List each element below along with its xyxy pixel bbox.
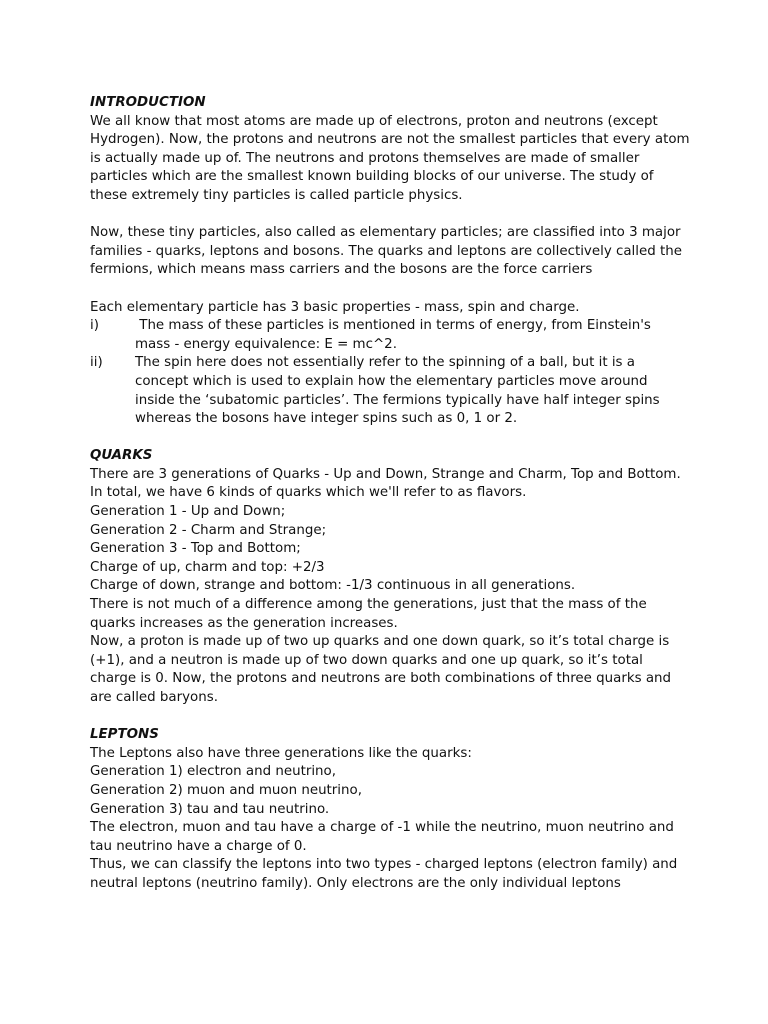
quarks-line: Generation 1 - Up and Down;	[90, 504, 286, 520]
list-item-text: The spin here does not essentially refer to the spinning of a ball, but it is a concept which is used to explain how the elementary particles move around inside the ‘subatomic particles’. The fermions typically have half integer spins whereas the bosons have integer spins such as 0, 1 or 2.	[135, 355, 660, 427]
document-body	[90, 94, 690, 894]
intro-paragraph-2: Now, these tiny particles, also called as elementary particles; are classified into 3 major families - quarks, leptons and bosons. The quarks and leptons are collectively called the fermions, which means mass carriers and the bosons are the force carriers	[90, 225, 682, 278]
quarks-line: Charge of down, strange and bottom: -1/3 continuous in all generations.	[90, 578, 576, 594]
paragraph-gap	[90, 206, 690, 225]
quarks-line: Generation 2 - Charm and Strange;	[90, 522, 327, 538]
heading-leptons: LEPTONS	[90, 727, 159, 743]
paragraph-gap	[90, 708, 690, 727]
heading-introduction: INTRODUCTION	[90, 95, 206, 110]
quarks-line: There are 3 generations of Quarks - Up and Down, Strange and Charm, Top and Bottom. In total, we have 6 kinds of quarks which we'll refer to as flavors.	[90, 466, 681, 501]
paragraph-gap	[90, 429, 690, 448]
intro-paragraph-3: Each elementary particle has 3 basic properties - mass, spin and charge.	[90, 299, 580, 315]
list-item	[90, 317, 690, 354]
quarks-line: Now, a proton is made up of two up quarks and one down quark, so it’s total charge is (+1), and a neutron is made up of two down quarks and one up quark, so it’s total charge is 0. Now, the protons and neutrons are both combinations of three quarks and are called baryons.	[90, 634, 672, 705]
intro-paragraph-1: We all know that most atoms are made up of electrons, proton and neutrons (except Hydrogen). Now, the protons and neutrons are not the smallest particles that every atom is actually made up of. The neutrons and protons themselves are made of smaller particles which are the smallest known building blocks of our universe. The study of these extremely tiny particles is called particle physics.	[90, 113, 690, 203]
leptons-line: Generation 1) electron and neutrino,	[90, 764, 336, 780]
quarks-line: There is not much of a difference among the generations, just that the mass of the quarks increases as the generation increases.	[90, 597, 647, 631]
quarks-line: Generation 3 - Top and Bottom;	[90, 541, 301, 557]
leptons-line: Thus, we can classify the leptons into two types - charged leptons (electron family) and neutral leptons (neutrino family). Only electrons are the only individual leptons	[90, 857, 678, 891]
leptons-line: Generation 2) muon and muon neutrino,	[90, 782, 362, 798]
leptons-line: The electron, muon and tau have a charge of -1 while the neutrino, muon neutrino and tau neutrino have a charge of 0.	[90, 820, 674, 854]
paragraph-gap	[90, 280, 690, 299]
heading-quarks: QUARKS	[90, 448, 153, 464]
leptons-line: The Leptons also have three generations like the quarks:	[90, 745, 472, 761]
list-item	[90, 354, 690, 428]
list-item-text: The mass of these particles is mentioned in terms of energy, from Einstein's mass - energy equivalence: E = mc^2.	[135, 318, 656, 352]
quarks-line: Charge of up, charm and top: +2/3	[90, 559, 325, 575]
list-item-number: ii)	[90, 355, 103, 371]
list-item-number: i)	[90, 318, 99, 334]
leptons-line: Generation 3) tau and tau neutrino.	[90, 801, 330, 817]
